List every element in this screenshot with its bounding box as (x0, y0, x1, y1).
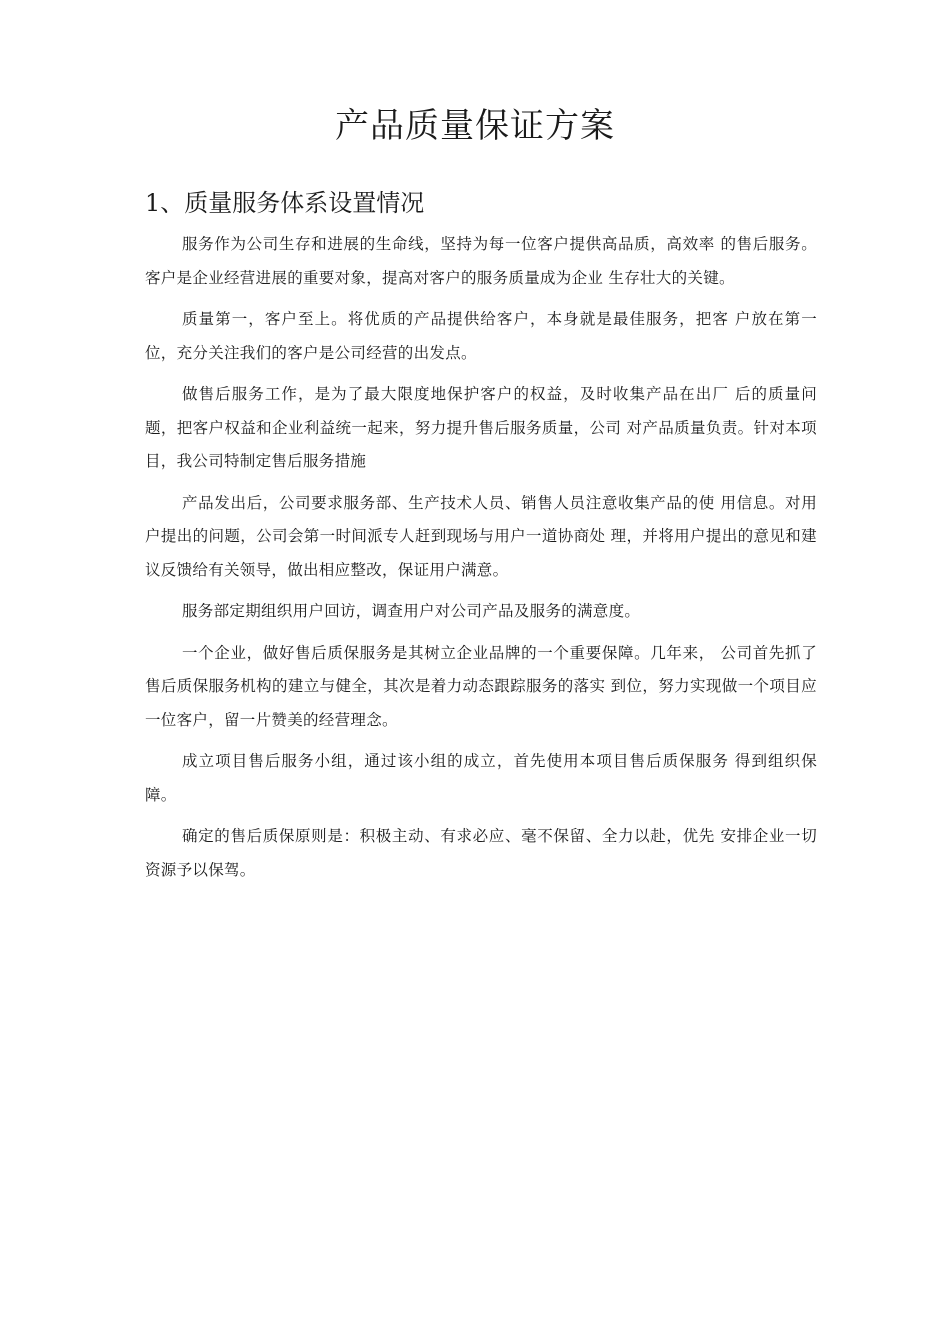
paragraph: 成立项目售后服务小组，通过该小组的成立，首先使用本项目售后质保服务 得到组织保障。 (145, 752, 817, 804)
paragraph: 服务部定期组织用户回访，调查用户对公司产品及服务的满意度。 (182, 602, 641, 620)
paragraph: 质量第一，客户至上。将优质的产品提供给客户，本身就是最佳服务，把客 户放在第一位，充分关注我们的客户是公司经营的出发点。 (145, 310, 817, 362)
document-title: 产品质量保证方案 (335, 106, 615, 146)
paragraph: 确定的售后质保原则是：积极主动、有求必应、毫不保留、全力以赴，优先 安排企业一切资源予以保驾。 (145, 827, 817, 879)
section-body (145, 228, 817, 895)
paragraph: 产品发出后，公司要求服务部、生产技术人员、销售人员注意收集产品的使 用信息。对用户提出的问题，公司会第一时间派专人赶到现场与用户一道协商处 理，并将用户提出的意见和建议反馈给有关领导，做出相应整改，保证用户满意。 (145, 493, 817, 579)
section-heading: 1、质量服务体系设置情况 (145, 189, 425, 217)
paragraph: 做售后服务工作，是为了最大限度地保护客户的权益，及时收集产品在出厂 后的质量问题，把客户权益和企业利益统一起来，努力提升售后服务质量，公司 对产品质量负责。针对本项目，我公司特制定售后服务措施 (145, 385, 817, 470)
paragraph: 一个企业，做好售后质保服务是其树立企业品牌的一个重要保障。几年来， 公司首先抓了售后质保服务机构的建立与健全，其次是着力动态跟踪服务的落实 到位，努力实现做一个项目应一位客户，留一片赞美的经营理念。 (145, 643, 817, 729)
paragraph: 服务作为公司生存和进展的生命线，坚持为每一位客户提供高品质，高效率 的售后服务。客户是企业经营进展的重要对象，提高对客户的服务质量成为企业 生存壮大的关键。 (145, 235, 817, 287)
